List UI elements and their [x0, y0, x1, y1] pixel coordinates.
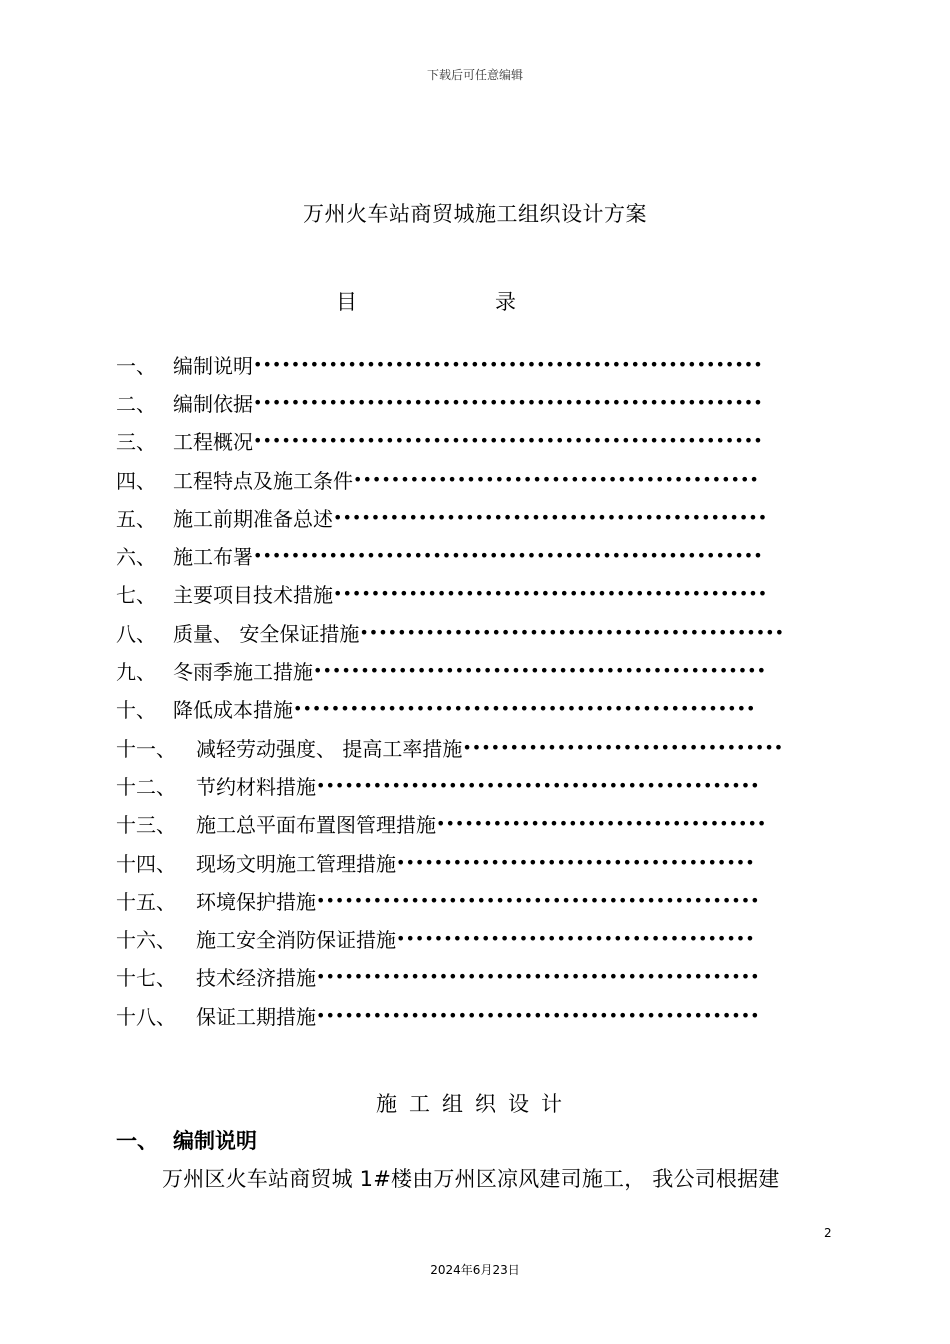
toc-entry[interactable]	[116, 345, 836, 383]
toc-entry-leader: •••••••••••••••••••••••••••••••••••••••••••••••	[316, 775, 760, 795]
toc-entry-number: 三、	[116, 430, 156, 455]
toc-entry-leader: ••••••••••••••••••••••••••••••••••	[462, 737, 784, 757]
toc-entry-title: 节约材料措施	[196, 774, 316, 799]
toc-entry-title: 环境保护措施	[196, 889, 316, 914]
section-heading-number: 一、	[116, 1129, 158, 1153]
toc-entry[interactable]	[116, 728, 836, 766]
toc-entry-number: 四、	[116, 468, 156, 493]
toc-entry-leader: •••••••••••••••••••••••••••••••••••••••••••••••••	[293, 699, 756, 719]
toc-entry[interactable]	[116, 881, 836, 919]
toc-entry-leader: ••••••••••••••••••••••••••••••••••••••••••••••••••••••	[253, 354, 763, 374]
toc-entry-number: 一、	[116, 353, 156, 378]
toc-entry[interactable]	[116, 422, 836, 460]
toc-entry-number: 十一、	[116, 736, 176, 761]
section-heading-title: 编制说明	[173, 1129, 257, 1153]
toc-entry[interactable]	[116, 460, 836, 498]
toc-entry-number: 十二、	[116, 774, 176, 799]
header-note: 下载后可任意编辑	[426, 68, 523, 82]
toc-entry-title: 工程概况	[173, 430, 253, 455]
toc-entry-title: 编制说明	[173, 353, 253, 378]
toc-entry-number: 十八、	[116, 1004, 176, 1029]
toc-entry-leader: ••••••••••••••••••••••••••••••••••••••••••••••••••••••	[253, 431, 763, 451]
toc-entry[interactable]	[116, 805, 836, 843]
toc-entry-title: 工程特点及施工条件	[173, 468, 353, 493]
footer-date: 2024年6月23日	[430, 1263, 520, 1277]
toc-entry-leader: •••••••••••••••••••••••••••••••••••••••••••	[353, 469, 759, 489]
toc-entry-title: 施工布署	[173, 545, 253, 570]
toc-entry-leader: •••••••••••••••••••••••••••••••••••••••••••••••	[316, 890, 760, 910]
toc-entry-number: 十六、	[116, 928, 176, 953]
toc-entry-number: 六、	[116, 545, 156, 570]
toc-entry[interactable]	[116, 383, 836, 421]
toc-entry-leader: ••••••••••••••••••••••••••••••••••••••••••••••	[333, 507, 768, 527]
toc-entry-number: 十三、	[116, 813, 176, 838]
toc-heading-char-2: 录	[495, 290, 516, 314]
toc-entry-title: 技术经济措施	[196, 966, 316, 991]
toc-entry-leader: •••••••••••••••••••••••••••••••••••••••••••••	[359, 622, 785, 642]
toc-entry[interactable]	[116, 536, 836, 574]
toc-entry-number: 十四、	[116, 851, 176, 876]
toc-entry[interactable]	[116, 996, 836, 1034]
section-title: 施工组织设计	[376, 1092, 574, 1116]
toc-entry-number: 九、	[116, 660, 156, 685]
toc-heading	[336, 286, 516, 316]
section-heading	[116, 1125, 257, 1155]
toc-entry-leader: •••••••••••••••••••••••••••••••••••	[436, 814, 767, 834]
toc-entry-title: 冬雨季施工措施	[173, 660, 313, 685]
document-title: 万州火车站商贸城施工组织设计方案	[303, 202, 647, 226]
toc-entry[interactable]	[116, 651, 836, 689]
toc-entry[interactable]	[116, 843, 836, 881]
toc-entry-title: 减轻劳动强度、 提高工率措施	[196, 736, 463, 761]
toc-entry-leader: ••••••••••••••••••••••••••••••••••••••••••••••••••••••	[253, 546, 763, 566]
toc-entry-leader: •••••••••••••••••••••••••••••••••••••••••••••••	[316, 1005, 760, 1025]
toc-entry-number: 七、	[116, 583, 156, 608]
toc-entry-title: 主要项目技术措施	[173, 583, 333, 608]
toc-entry[interactable]	[116, 958, 836, 996]
toc-heading-char-1: 目	[336, 290, 357, 314]
toc-entry-leader: ••••••••••••••••••••••••••••••••••••••••••••••	[333, 584, 768, 604]
toc-entry-leader: ••••••••••••••••••••••••••••••••••••••	[396, 929, 755, 949]
toc-entry[interactable]	[116, 498, 836, 536]
toc-entry-number: 八、	[116, 621, 156, 646]
toc-entry-number: 十七、	[116, 966, 176, 991]
toc-entry-title: 现场文明施工管理措施	[196, 851, 396, 876]
toc-entry-leader: ••••••••••••••••••••••••••••••••••••••	[396, 852, 755, 872]
toc-entry-title: 施工安全消防保证措施	[196, 928, 396, 953]
toc-entry-title: 质量、 安全保证措施	[173, 621, 360, 646]
table-of-contents	[116, 345, 836, 1034]
body-paragraph: 万州区火车站商贸城 1#楼由万州区凉风建司施工， 我公司根据建	[162, 1167, 780, 1191]
toc-entry-leader: ••••••••••••••••••••••••••••••••••••••••••••••••	[313, 661, 766, 681]
toc-entry-title: 施工前期准备总述	[173, 506, 333, 531]
toc-entry-number: 五、	[116, 506, 156, 531]
toc-entry[interactable]	[116, 690, 836, 728]
toc-entry-number: 十、	[116, 698, 156, 723]
toc-entry-leader: ••••••••••••••••••••••••••••••••••••••••••••••••••••••	[253, 392, 763, 412]
toc-entry-leader: •••••••••••••••••••••••••••••••••••••••••••••••	[316, 967, 760, 987]
toc-entry[interactable]	[116, 919, 836, 957]
toc-entry[interactable]	[116, 575, 836, 613]
toc-entry[interactable]	[116, 613, 836, 651]
toc-entry-number: 二、	[116, 391, 156, 416]
toc-entry-title: 施工总平面布置图管理措施	[196, 813, 436, 838]
toc-entry[interactable]	[116, 766, 836, 804]
toc-entry-number: 十五、	[116, 889, 176, 914]
toc-entry-title: 降低成本措施	[173, 698, 293, 723]
toc-entry-title: 保证工期措施	[196, 1004, 316, 1029]
page-number: 2	[824, 1226, 832, 1240]
toc-entry-title: 编制依据	[173, 391, 253, 416]
